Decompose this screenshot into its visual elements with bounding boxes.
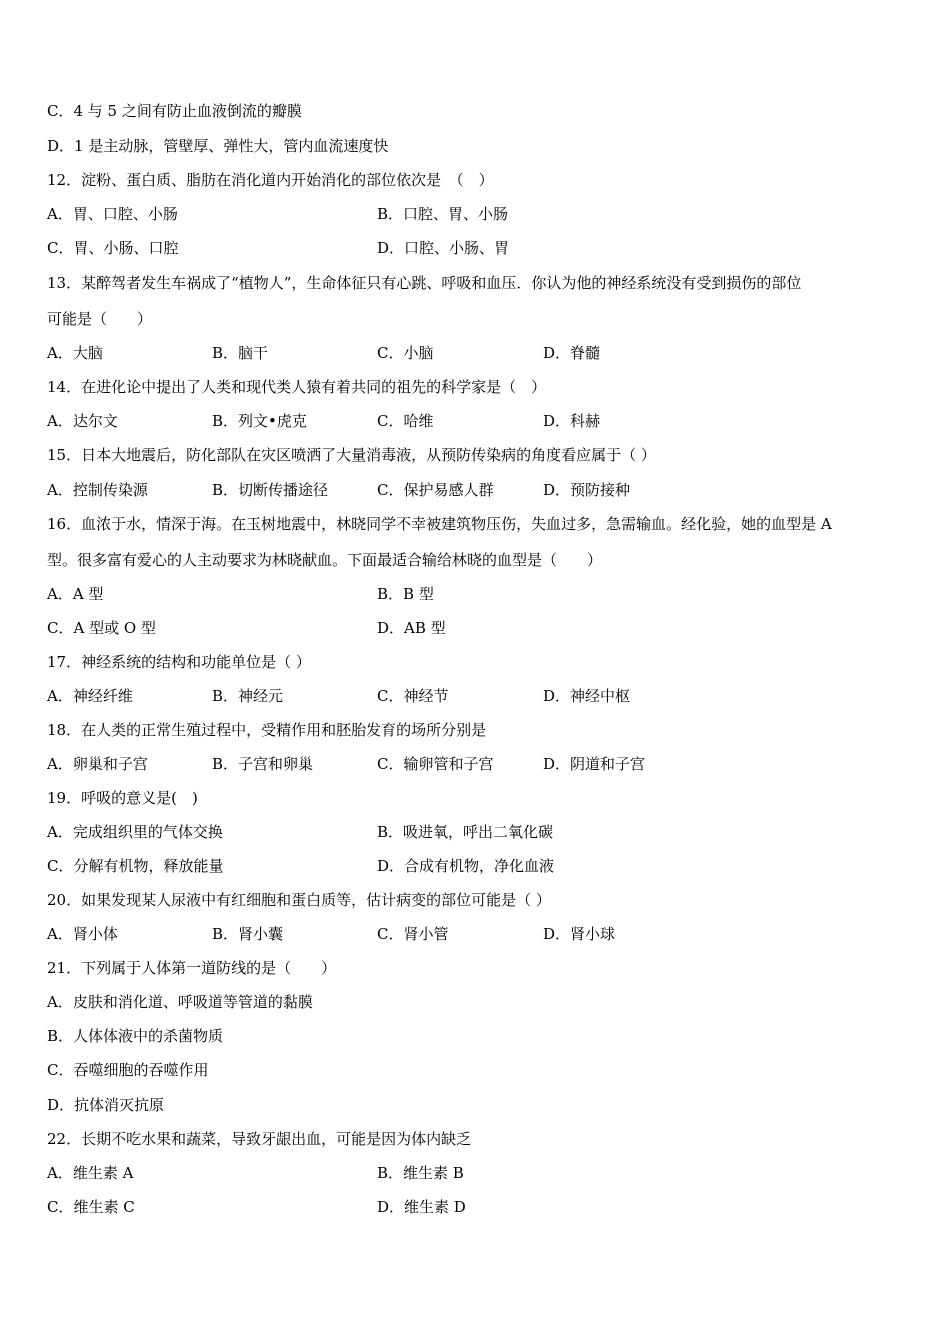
option-a: A．达尔文	[47, 412, 118, 430]
option-c: C．神经节	[377, 687, 449, 705]
option-line	[47, 101, 910, 121]
option-a: A．神经纤维	[47, 687, 133, 705]
option-d: D．口腔、小肠、胃	[377, 239, 510, 257]
question-text: 14．在进化论中提出了人类和现代类人猿有着共同的祖先的科学家是（ ）	[47, 378, 547, 396]
option-d: D．合成有机物，净化血液	[377, 857, 555, 875]
option-c: C．分解有机物，释放能量	[47, 857, 224, 875]
option-d: D．AB 型	[377, 619, 446, 637]
question-text: 15．日本大地震后，防化部队在灾区喷洒了大量消毒液，从预防传染病的角度看应属于（ ）	[47, 446, 656, 464]
option-line	[47, 1095, 910, 1115]
question-13	[47, 273, 910, 293]
option-b: B．列文•虎克	[212, 412, 307, 430]
question-text: 12．淀粉、蛋白质、脂肪在消化道内开始消化的部位依次是 （ ）	[47, 171, 494, 189]
question-text: 22．长期不吃水果和蔬菜，导致牙龈出血，可能是因为体内缺乏	[47, 1130, 472, 1148]
option-b: B．肾小囊	[212, 925, 284, 943]
option-d: D．科赫	[543, 412, 601, 430]
option-line	[47, 136, 910, 156]
option-c: C．保护易感人群	[377, 481, 494, 499]
option-text: D．1 是主动脉，管壁厚、弹性大，管内血流速度快	[47, 137, 389, 155]
option-d: D．脊髓	[543, 344, 601, 362]
question-15	[47, 445, 910, 465]
option-b: B．脑干	[212, 344, 269, 362]
option-c: C．输卵管和子宫	[377, 755, 494, 773]
option-a: A．皮肤和消化道、呼吸道等管道的黏膜	[47, 993, 313, 1011]
option-d: D．阴道和子宫	[543, 755, 646, 773]
option-c: C．哈维	[377, 412, 434, 430]
option-a: A．肾小体	[47, 925, 118, 943]
question-12	[47, 170, 910, 190]
question-text: 13．某醉驾者发生车祸成了“植物人”，生命体征只有心跳、呼吸和血压．你认为他的神经系统没有受到损伤的部位	[47, 274, 802, 292]
option-line	[47, 1026, 910, 1046]
option-text: C．4 与 5 之间有防止血液倒流的瓣膜	[47, 102, 302, 120]
question-text: 20．如果发现某人尿液中有红细胞和蛋白质等，估计病变的部位可能是（ ）	[47, 891, 551, 909]
option-b: B．子宫和卵巢	[212, 755, 314, 773]
option-d: D．肾小球	[543, 925, 616, 943]
option-b: B．人体体液中的杀菌物质	[47, 1027, 224, 1045]
option-a: A．维生素 A	[47, 1164, 134, 1182]
option-a: A．A 型	[47, 585, 104, 603]
option-c: C．小脑	[377, 344, 434, 362]
option-line	[47, 1060, 910, 1080]
question-17	[47, 652, 910, 672]
option-d: D．抗体消灭抗原	[47, 1096, 165, 1114]
question-20	[47, 890, 910, 910]
option-d: D．神经中枢	[543, 687, 631, 705]
question-text: 16．血浓于水，情深于海。在玉树地震中，林晓同学不幸被建筑物压伤，失血过多，急需输血。经化验，她的血型是 A	[47, 515, 832, 533]
question-16-cont	[47, 550, 910, 570]
option-b: B．神经元	[212, 687, 284, 705]
option-b: B．切断传播途径	[212, 481, 329, 499]
question-19	[47, 788, 910, 808]
option-b: B．口腔、胃、小肠	[377, 205, 509, 223]
option-d: D．预防接种	[543, 481, 631, 499]
question-text: 可能是（ ）	[47, 310, 153, 328]
option-b: B．维生素 B	[377, 1164, 464, 1182]
option-b: B．B 型	[377, 585, 434, 603]
question-18	[47, 720, 910, 740]
option-a: A．完成组织里的气体交换	[47, 823, 223, 841]
option-a: A．胃、口腔、小肠	[47, 205, 178, 223]
option-c: C．胃、小肠、口腔	[47, 239, 179, 257]
option-c: C．A 型或 O 型	[47, 619, 156, 637]
option-c: C．肾小管	[377, 925, 449, 943]
question-21	[47, 958, 910, 978]
question-text: 19．呼吸的意义是( )	[47, 789, 198, 807]
option-b: B．吸进氧，呼出二氧化碳	[377, 823, 554, 841]
question-22	[47, 1129, 910, 1149]
question-text: 17．神经系统的结构和功能单位是（ ）	[47, 653, 311, 671]
option-d: D．维生素 D	[377, 1198, 466, 1216]
question-13-cont	[47, 309, 910, 329]
option-a: A．卵巢和子宫	[47, 755, 148, 773]
option-a: A．控制传染源	[47, 481, 148, 499]
question-14	[47, 377, 910, 397]
option-line	[47, 992, 910, 1012]
option-a: A．大脑	[47, 344, 103, 362]
option-c: C．维生素 C	[47, 1198, 135, 1216]
question-16	[47, 514, 910, 534]
question-text: 21．下列属于人体第一道防线的是（ ）	[47, 959, 337, 977]
question-text: 18．在人类的正常生殖过程中，受精作用和胚胎发育的场所分别是	[47, 721, 487, 739]
option-c: C．吞噬细胞的吞噬作用	[47, 1061, 209, 1079]
question-text: 型。很多富有爱心的人主动要求为林晓献血。下面最适合输给林晓的血型是（ ）	[47, 551, 603, 569]
